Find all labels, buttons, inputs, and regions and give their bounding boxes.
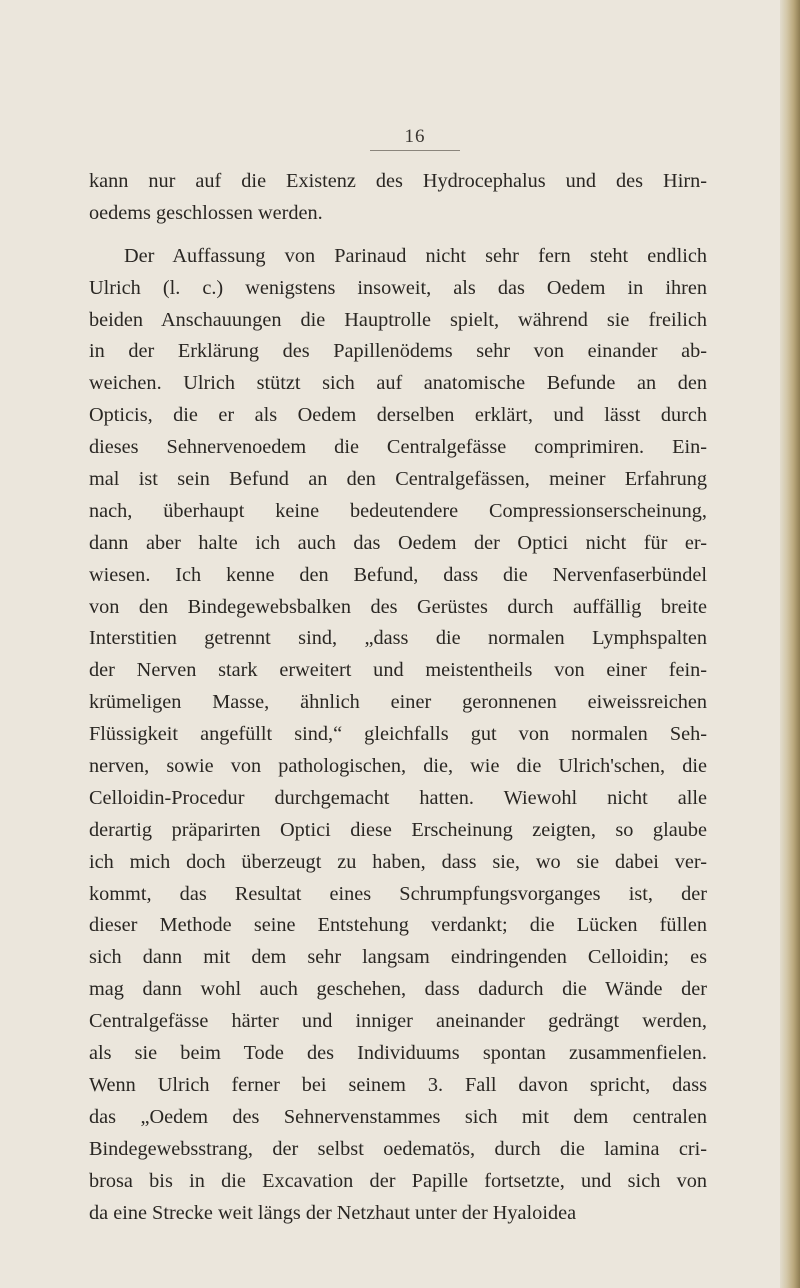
text-line: Bindegewebsstrang, der selbst oedematös, durch die lamina cri- <box>89 1137 707 1160</box>
paragraph <box>89 241 707 1230</box>
text-line: der Nerven stark erweitert und meistentheils von einer fein- <box>89 659 707 682</box>
text-line: dieses Sehnervenoedem die Centralgefässe comprimiren. Ein- <box>89 436 707 459</box>
text-line: nach, überhaupt keine bedeutendere Compressionserscheinung, <box>89 499 707 522</box>
text-line: wiesen. Ich kenne den Befund, dass die Nervenfaserbündel <box>89 563 707 586</box>
text-line: weichen. Ulrich stützt sich auf anatomische Befunde an den <box>89 372 707 395</box>
text-line: Der Auffassung von Parinaud nicht sehr fern steht endlich <box>124 244 707 267</box>
text-line: nerven, sowie von pathologischen, die, wie die Ulrich'schen, die <box>89 755 707 778</box>
text-line: Celloidin-Procedur durchgemacht hatten. Wiewohl nicht alle <box>89 786 707 809</box>
text-line: da eine Strecke weit längs der Netzhaut unter der Hyaloidea <box>89 1201 577 1224</box>
text-line: ich mich doch überzeugt zu haben, dass sie, wo sie dabei ver- <box>89 850 707 873</box>
body-text <box>89 166 707 1229</box>
text-line: Ulrich (l. c.) wenigstens insoweit, als das Oedem in ihren <box>89 276 707 299</box>
text-line: dieser Methode seine Entstehung verdankt; die Lücken füllen <box>89 914 707 937</box>
text-line: derartig präparirten Optici diese Erscheinung zeigten, so glaube <box>89 818 707 841</box>
page-number: 16 <box>370 124 460 151</box>
text-line: beiden Anschauungen die Hauptrolle spielt, während sie freilich <box>89 308 707 331</box>
text-line: mal ist sein Befund an den Centralgefässen, meiner Erfahrung <box>89 468 707 491</box>
text-line: Centralgefässe härter und inniger aneinander gedrängt werden, <box>89 1010 707 1033</box>
text-line: als sie beim Tode des Individuums spontan zusammenfielen. <box>89 1042 707 1065</box>
text-line: Flüssigkeit angefüllt sind,“ gleichfalls gut von normalen Seh- <box>89 723 707 746</box>
text-line: in der Erklärung des Papillenödems sehr von einander ab- <box>89 340 707 363</box>
text-line: krümeligen Masse, ähnlich einer geronnenen eiweissreichen <box>89 691 707 714</box>
text-line: von den Bindegewebsbalken des Gerüstes durch auffällig breite <box>89 595 707 618</box>
text-line: brosa bis in die Excavation der Papille fortsetzte, und sich von <box>89 1169 707 1192</box>
text-line: Opticis, die er als Oedem derselben erklärt, und lässt durch <box>89 404 707 427</box>
paragraph <box>89 166 707 230</box>
page-edge-shadow <box>780 0 800 1288</box>
text-line: oedems geschlossen werden. <box>89 201 323 224</box>
text-line: sich dann mit dem sehr langsam eindringenden Celloidin; es <box>89 946 707 969</box>
text-line: das „Oedem des Sehnervenstammes sich mit dem centralen <box>89 1105 707 1128</box>
text-line: mag dann wohl auch geschehen, dass dadurch die Wände der <box>89 978 707 1001</box>
paragraph-gap <box>89 230 707 241</box>
text-line: Wenn Ulrich ferner bei seinem 3. Fall davon spricht, dass <box>89 1073 707 1096</box>
text-line: dann aber halte ich auch das Oedem der Optici nicht für er- <box>89 531 707 554</box>
text-line: Interstitien getrennt sind, „dass die normalen Lymphspalten <box>89 627 707 650</box>
text-line: kann nur auf die Existenz des Hydrocephalus und des Hirn- <box>89 170 707 192</box>
text-line: kommt, das Resultat eines Schrumpfungsvorganges ist, der <box>89 882 707 905</box>
